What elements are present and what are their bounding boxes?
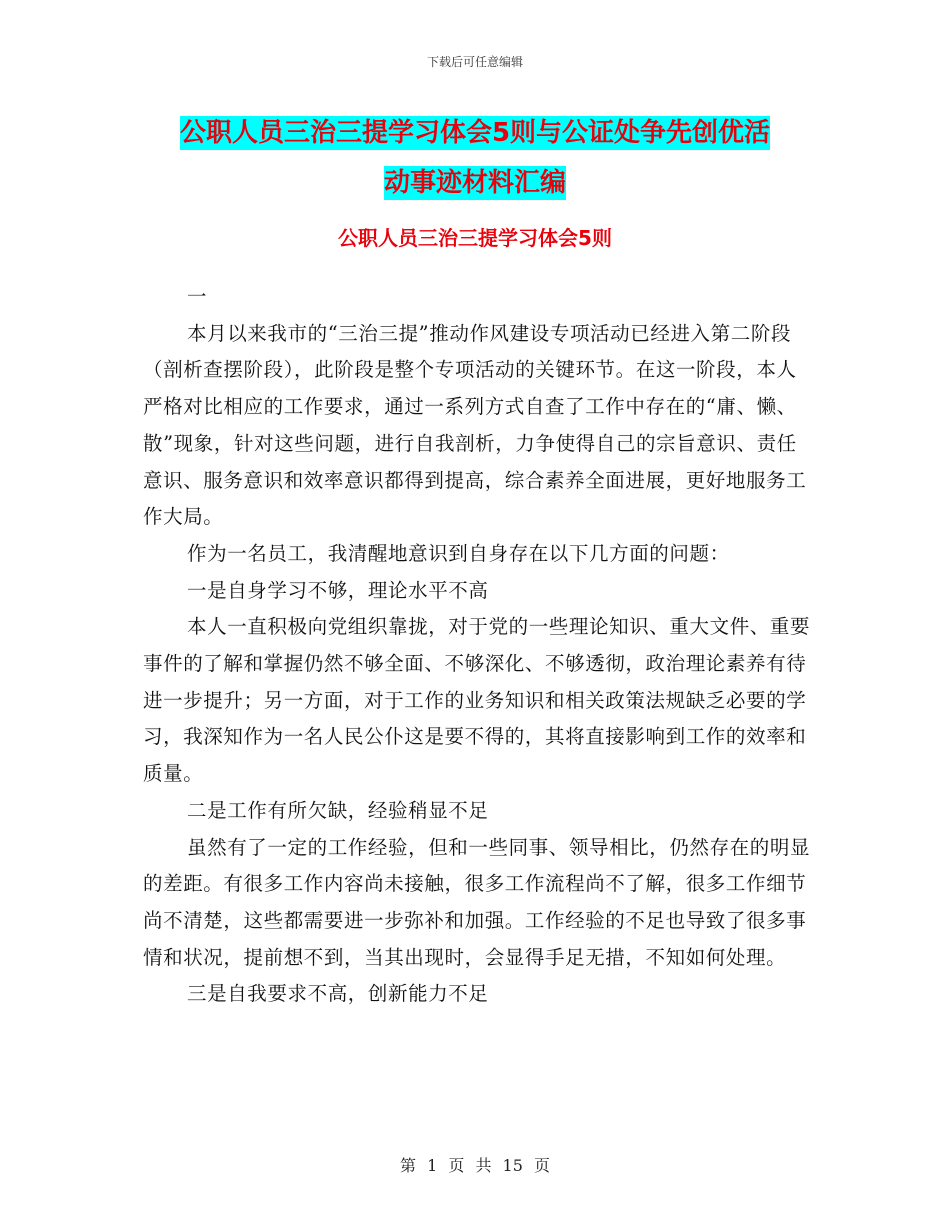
paragraph-body-1: 本人一直积极向党组织靠拢，对于党的一些理论知识、重大文件、重要事件的了解和掌握仍然不够全面、不够深化、不够透彻，政治理论素养有待进一步提升；另一方面，对于工作的业务知识和相关政策法规缺乏必要的学习，我深知作为一名人民公仆这是要不得的，其将直接影响到工作的效率和质量。 [143, 615, 811, 786]
header-note: 下载后可任意编辑 [426, 55, 523, 69]
paragraph-section-number: 一 [187, 285, 208, 308]
section-title: 公职人员三治三提学习体会5则 [338, 226, 612, 250]
paragraph-problems-lead: 作为一名员工，我清醒地意识到自身存在以下几方面的问题： [187, 541, 730, 565]
document-title [0, 108, 950, 208]
paragraph-heading-1: 一是自身学习不够，理论水平不高 [187, 578, 489, 602]
paragraph-intro: 本月以来我市的“三治三提”推动作风建设专项活动已经进入第二阶段（剖析查摆阶段），此阶段是整个专项活动的关键环节。在这一阶段，本人严格对比相应的工作要求，通过一系列方式自查了工作中存在的“庸、懒、散”现象，针对这些问题，进行自我剖析，力争使得自己的宗旨意识、责任意识、服务意识和效率意识都得到提高，综合素养全面进展，更好地服务工作大局。 [143, 321, 807, 529]
document-body [143, 279, 813, 1013]
paragraph-body-2: 虽然有了一定的工作经验，但和一些同事、领导相比，仍然存在的明显的差距。有很多工作内容尚未接触，很多工作流程尚不了解，很多工作细节尚不清楚，这些都需要进一步弥补和加强。工作经验的不足也导致了很多事情和状况，提前想不到，当其出现时，会显得手足无措，不知如何处理。 [143, 835, 811, 969]
page-footer: 第 1 页 共 15 页 [400, 1156, 550, 1175]
paragraph-heading-2: 二是工作有所欠缺，经验稍显不足 [187, 798, 489, 822]
paragraph-heading-3: 三是自我要求不高，创新能力不足 [187, 982, 489, 1006]
title-line-2: 动事迹材料汇编 [383, 168, 566, 198]
title-line-1: 公职人员三治三提学习体会5则与公证处争先创优活 [179, 118, 771, 148]
